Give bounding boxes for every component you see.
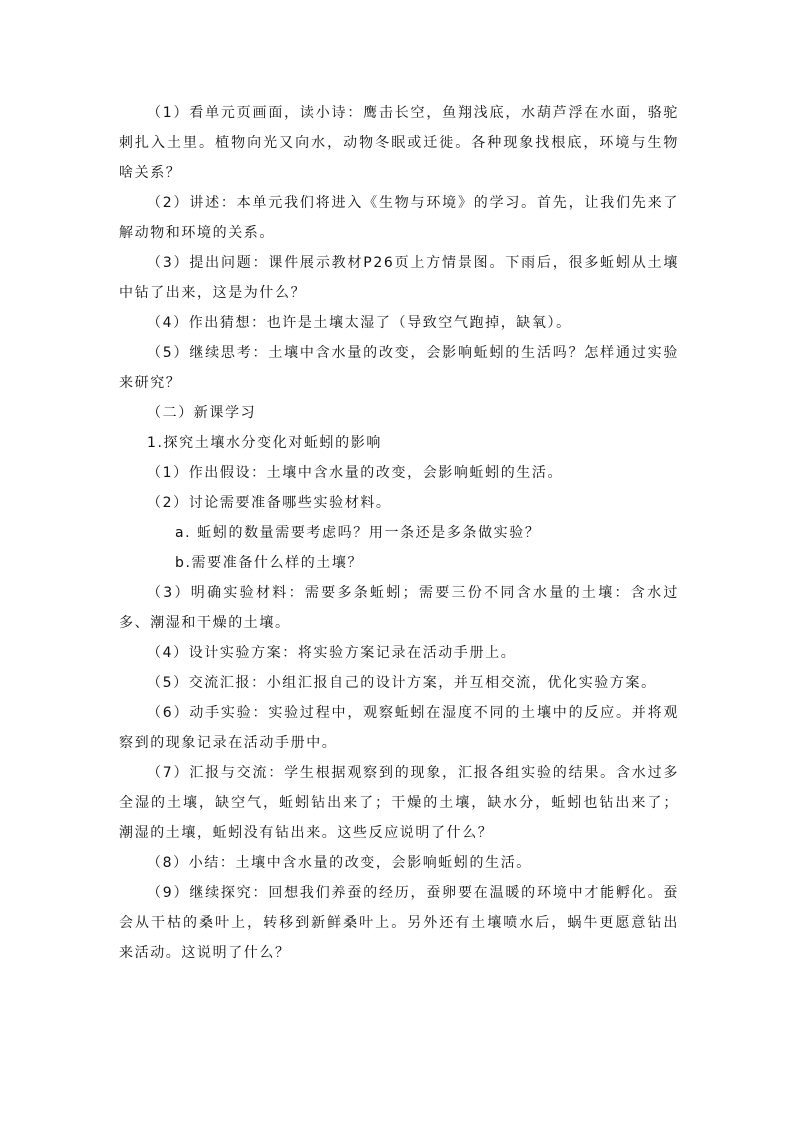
paragraph-materials: （3）明确实验材料：需要多条蚯蚓；需要三份不同含水量的土壤：含水过多、潮湿和干燥的土壤。 [119, 585, 679, 631]
paragraph-intro-poem: （1）看单元页画面，读小诗：鹰击长空，鱼翔浅底，水葫芦浮在水面，骆驼刺扎入土里。植物向光又向水，动物冬眠或迁徙。各种现象找根底，环境与生物啥关系？ [119, 105, 679, 181]
paragraph-experiment: （6）动手实验：实验过程中，观察蚯蚓在湿度不同的土壤中的反应。并将观察到的现象记录在活动手册中。 [119, 705, 679, 751]
paragraph-question: （3）提出问题：课件展示教材P26页上方情景图。下雨后，很多蚯蚓从土壤中钻了出来，这是为什么？ [119, 255, 679, 301]
document-body [119, 98, 679, 968]
paragraph-discuss-materials: （2）讨论需要准备哪些实验材料。 [147, 495, 392, 511]
paragraph-continue-thinking: （5）继续思考：土壤中含水量的改变，会影响蚯蚓的生活吗？怎样通过实验来研究？ [119, 345, 679, 391]
paragraph-guess: （4）作出猜想：也许是土壤太湿了（导致空气跑掉，缺氧）。 [147, 315, 572, 331]
paragraph-narration: （2）讲述：本单元我们将进入《生物与环境》的学习。首先，让我们先来了解动物和环境的关系。 [119, 195, 679, 241]
sub-item-a: a. 蚯蚓的数量需要考虑吗？用一条还是多条做实验？ [175, 525, 541, 541]
paragraph-hypothesis: （1）作出假设：土壤中含水量的改变，会影响蚯蚓的生活。 [147, 465, 564, 481]
sub-item-b: b.需要准备什么样的土壤？ [175, 555, 364, 571]
paragraph-results: （7）汇报与交流：学生根据观察到的现象，汇报各组实验的结果。含水过多全湿的土壤，缺空气，蚯蚓钻出来了；干燥的土壤，缺水分，蚯蚓也钻出来了；潮湿的土壤，蚯蚓没有钻出来。这些反应说明了什么？ [119, 765, 679, 841]
paragraph-further-inquiry: （9）继续探究：回想我们养蚕的经历，蚕卵要在温暖的环境中才能孵化。蚕会从干枯的桑叶上，转移到新鲜桑叶上。另外还有土壤喷水后，蜗牛更愿意钻出来活动。这说明了什么？ [119, 885, 679, 961]
paragraph-design-plan: （4）设计实验方案：将实验方案记录在活动手册上。 [147, 645, 517, 661]
paragraph-summary: （8）小结：土壤中含水量的改变，会影响蚯蚓的生活。 [147, 855, 532, 871]
subsection-heading-earthworm: 1.探究土壤水分变化对蚯蚓的影响 [147, 435, 382, 451]
paragraph-report: （5）交流汇报：小组汇报自己的设计方案，并互相交流，优化实验方案。 [147, 675, 657, 691]
section-heading-new-lesson: （二）新课学习 [147, 405, 257, 421]
